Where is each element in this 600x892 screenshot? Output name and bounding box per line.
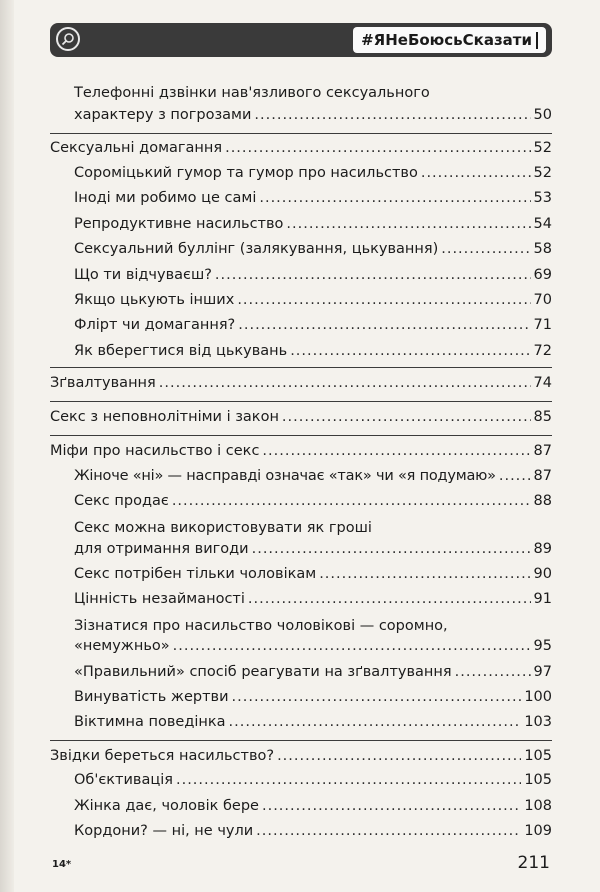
toc-entry-page: 105 [524, 772, 552, 788]
toc-entry-label: Сексуальні домагання [50, 140, 223, 156]
leader-dots [173, 637, 531, 656]
toc-entry-label: для отримання вигоди [74, 541, 249, 557]
toc-entry-page: 88 [533, 493, 552, 509]
toc-entry-label: Цінність незайманості [74, 591, 245, 607]
toc-entry [74, 316, 552, 335]
toc-entry-page: 71 [533, 317, 552, 333]
leader-dots [232, 688, 522, 707]
leader-dots [421, 164, 531, 183]
toc-entry-page: 108 [524, 798, 552, 814]
toc-entry-label: «немужньо» [74, 638, 170, 654]
toc-entry-label: Іноді ми робимо це самі [74, 190, 257, 206]
toc-entry [50, 408, 552, 427]
leader-dots [286, 215, 530, 234]
toc-entry [74, 637, 552, 656]
leader-dots [238, 316, 530, 335]
toc-entry-label: Флірт чи домагання? [74, 317, 236, 333]
leader-dots [237, 291, 530, 310]
toc-entry-page: 95 [533, 638, 552, 654]
toc-entry-page: 69 [533, 267, 552, 283]
leader-dots [225, 139, 530, 158]
toc-entry-page: 50 [533, 107, 552, 123]
toc-entry-label: Кордони? — ні, не чули [74, 823, 254, 839]
toc-entry [74, 519, 552, 538]
toc-entry-label: Секс можна використовувати як гроші [74, 520, 372, 536]
leader-dots [229, 713, 522, 732]
toc-entry [74, 164, 552, 183]
section-divider [50, 435, 552, 436]
section-divider [50, 367, 552, 368]
toc-entry-label: Зґвалтування [50, 375, 156, 391]
toc-entry [74, 106, 552, 125]
leader-dots [256, 822, 521, 841]
toc-entry [74, 266, 552, 285]
toc-entry-page: 87 [533, 468, 552, 484]
leader-dots [455, 663, 531, 682]
toc-entry-label: Жіноче «ні» — насправді означає «так» чи «я подумаю» [74, 468, 496, 484]
toc-entry-label: Об'єктивація [74, 772, 173, 788]
toc-entry-label: Як вберегтися від цькувань [74, 343, 288, 359]
cursor-bar [536, 32, 538, 49]
toc-entry [74, 565, 552, 584]
toc-entry-label: Сороміцький гумор та гумор про насильство [74, 165, 418, 181]
toc-entry [74, 771, 552, 790]
signature-mark: 14* [52, 859, 72, 870]
toc-entry [74, 240, 552, 259]
toc-entry [74, 822, 552, 841]
page-edge [0, 0, 14, 892]
toc-entry-page: 54 [533, 216, 552, 232]
toc-entry-label: Секс з неповнолітніми і закон [50, 409, 279, 425]
toc-entry-page: 52 [533, 140, 552, 156]
toc-entry [50, 139, 552, 158]
toc-entry-label: Секс продає [74, 493, 169, 509]
leader-dots [248, 590, 531, 609]
leader-dots [159, 374, 531, 393]
toc-entry-page: 109 [524, 823, 552, 839]
toc-entry [74, 797, 552, 816]
toc-entry-label: Віктимна поведінка [74, 714, 226, 730]
toc-entry-page: 58 [533, 241, 552, 257]
toc-entry-label: Секс потрібен тільки чоловікам [74, 566, 317, 582]
section-divider [50, 740, 552, 741]
hashtag-label [353, 27, 546, 53]
hashtag-text: #ЯНеБоюсьСказати [361, 31, 532, 49]
toc-entry-page: 74 [533, 375, 552, 391]
leader-dots [499, 467, 531, 486]
leader-dots [290, 342, 530, 361]
toc-entry-label: Винуватість жертви [74, 689, 229, 705]
toc-entry [74, 189, 552, 208]
toc-entry-page: 97 [533, 664, 552, 680]
toc-entry [74, 663, 552, 682]
toc-entry-page: 52 [533, 165, 552, 181]
leader-dots [441, 240, 530, 259]
header-bar [50, 23, 552, 57]
leader-dots [176, 771, 521, 790]
leader-dots [259, 189, 530, 208]
section-divider [50, 401, 552, 402]
toc-entry [74, 215, 552, 234]
toc-entry [74, 688, 552, 707]
leader-dots [252, 540, 531, 559]
toc-entry-page: 85 [533, 409, 552, 425]
toc-entry [74, 467, 552, 486]
toc-entry-label: Що ти відчуваєш? [74, 267, 212, 283]
toc-entry-label: Якщо цькують інших [74, 292, 235, 308]
toc-entry-label: Звідки береться насильство? [50, 748, 275, 764]
toc-entry [74, 342, 552, 361]
toc-entry-page: 90 [533, 566, 552, 582]
leader-dots [319, 565, 530, 584]
toc-entry-label: «Правильний» спосіб реагувати на зґвалтування [74, 664, 452, 680]
leader-dots [282, 408, 531, 427]
toc-entry-label: Зізнатися про насильство чоловікові — соромно, [74, 618, 448, 634]
toc-entry [50, 747, 552, 766]
toc-entry-label: Сексуальний буллінг (залякування, цькування) [74, 241, 439, 257]
leader-dots [215, 266, 531, 285]
toc-entry-page: 89 [533, 541, 552, 557]
toc-entry-page: 105 [524, 748, 552, 764]
toc-entry-page: 72 [533, 343, 552, 359]
toc-entry-page: 70 [533, 292, 552, 308]
leader-dots [254, 106, 530, 125]
toc-entry [74, 84, 552, 103]
toc-entry [74, 492, 552, 511]
toc-entry-label: Міфи про насильство і секс [50, 443, 260, 459]
toc-entry-label: Жінка дає, чоловік бере [74, 798, 259, 814]
leader-dots [262, 797, 521, 816]
section-divider [50, 133, 552, 134]
leader-dots [262, 442, 530, 461]
toc-entry-page: 53 [533, 190, 552, 206]
toc-entry [50, 442, 552, 461]
leader-dots [172, 492, 531, 511]
page-number: 211 [517, 853, 550, 873]
toc-entry-label: Телефонні дзвінки нав'язливого сексуального [74, 85, 430, 101]
toc-entry [74, 540, 552, 559]
magnifier-icon [56, 27, 80, 51]
toc-entry-page: 100 [524, 689, 552, 705]
toc-entry-label: характеру з погрозами [74, 107, 252, 123]
toc-entry [50, 374, 552, 393]
toc-entry-page: 91 [533, 591, 552, 607]
toc-entry-page: 103 [524, 714, 552, 730]
leader-dots [277, 747, 521, 766]
toc-entry [74, 590, 552, 609]
toc-entry [74, 291, 552, 310]
toc-entry-page: 87 [533, 443, 552, 459]
toc-entry-label: Репродуктивне насильство [74, 216, 284, 232]
toc-entry [74, 713, 552, 732]
toc-entry [74, 617, 552, 636]
